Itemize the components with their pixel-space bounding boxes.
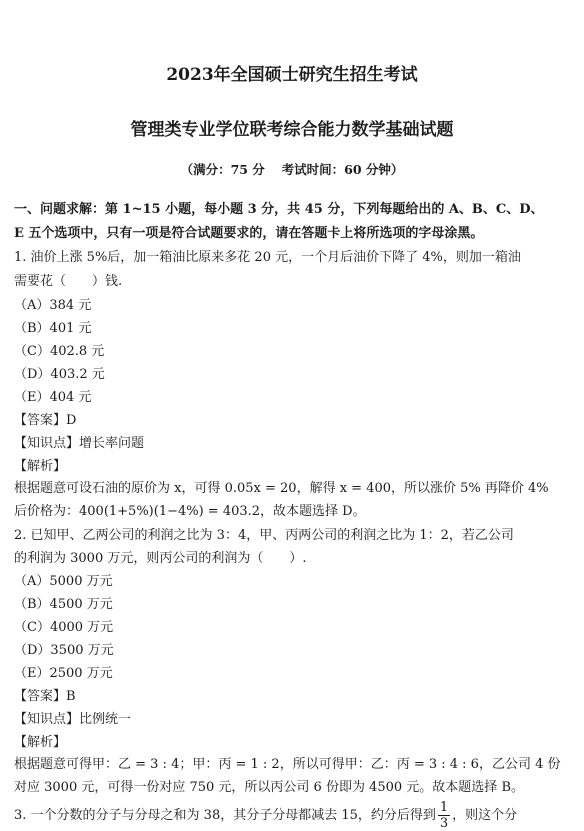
q3-stem — [14, 800, 517, 831]
q1-option-b: （B）401 元 — [14, 321, 92, 336]
q1-stem-line-1: 1. 油价上涨 5%后，加一箱油比原来多花 20 元，一个月后油价下降了 4%，则加一箱油 — [14, 250, 521, 265]
exam-subtitle: 管理类专业学位联考综合能力数学基础试题 — [130, 120, 454, 140]
q2-analysis-line-2: 对应 3000 元，可得一份对应 750 元，所以丙公司 6 份即为 4500 元。故本题选择 B。 — [14, 780, 524, 795]
q1-option-d: （D）403.2 元 — [14, 367, 105, 382]
section-heading-line-1: 一、问题求解：第 1~15 小题，每小题 3 分，共 45 分，下列每题给出的 A、B、C、D、 — [14, 202, 544, 217]
q1-answer: 【答案】D — [14, 413, 77, 428]
q1-analysis-line-1: 根据题意可设石油的原价为 x，可得 0.05x = 20，解得 x = 400，所以涨价 5% 再降价 4% — [14, 481, 549, 496]
exam-title: 2023年全国硕士研究生招生考试 — [166, 65, 418, 85]
q3-fraction-denominator: 3 — [439, 816, 449, 831]
q3-fraction — [438, 800, 450, 831]
q2-analysis-line-1: 根据题意可得甲：乙 = 3 : 4；甲：丙 = 1 : 2，所以可得甲：乙：丙 = 3 : 4 : 6，乙公司 4 份 — [14, 757, 561, 772]
q1-stem-line-2: 需要花（ ）钱. — [14, 274, 123, 289]
q1-knowledge: 【知识点】增长率问题 — [14, 436, 145, 451]
q1-analysis-line-2: 后价格为：400(1+5%)(1−4%) = 403.2，故本题选择 D。 — [14, 504, 366, 519]
q2-knowledge: 【知识点】比例统一 — [14, 712, 132, 727]
q2-answer: 【答案】B — [14, 689, 76, 704]
q2-option-c: （C）4000 万元 — [14, 620, 114, 635]
q1-option-c: （C）402.8 元 — [14, 344, 105, 359]
q2-option-e: （E）2500 万元 — [14, 666, 113, 681]
q3-stem-part-2: ，则这个分 — [452, 808, 518, 823]
q1-analysis-label: 【解析】 — [14, 459, 67, 474]
q2-option-a: （A）5000 万元 — [14, 574, 113, 589]
q1-option-e: （E）404 元 — [14, 390, 92, 405]
exam-meta: （满分：75 分 考试时间：60 分钟） — [180, 162, 404, 177]
q2-analysis-label: 【解析】 — [14, 735, 67, 750]
section-heading-line-2: E 五个选项中，只有一项是符合试题要求的，请在答题卡上将所选项的字母涂黑。 — [14, 226, 484, 241]
q2-stem-line-1: 2. 已知甲、乙两公司的利润之比为 3：4，甲、丙两公司的利润之比为 1：2，若乙公司 — [14, 528, 514, 543]
q3-stem-part-1: 3. 一个分数的分子与分母之和为 38，其分子分母都减去 15，约分后得到 — [14, 808, 436, 823]
q2-stem-line-2: 的利润为 3000 万元，则丙公司的利润为（ ）. — [14, 551, 307, 566]
q2-option-b: （B）4500 万元 — [14, 597, 113, 612]
q2-option-d: （D）3500 万元 — [14, 643, 114, 658]
q1-option-a: （A）384 元 — [14, 298, 92, 313]
q3-fraction-numerator: 1 — [439, 800, 449, 815]
